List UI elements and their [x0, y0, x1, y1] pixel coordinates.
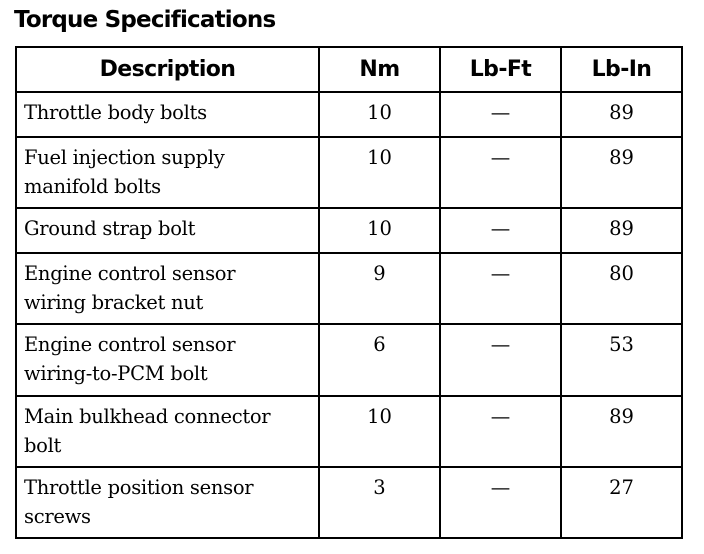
lb-in-cell: 89: [561, 208, 682, 253]
table-row: [16, 137, 682, 208]
nm-cell: 3: [319, 467, 440, 538]
table-row: [16, 396, 682, 467]
lb-in-cell: 27: [561, 467, 682, 538]
column-header-description: Description: [16, 47, 319, 92]
description-line: Ground strap bolt: [24, 217, 196, 240]
description-cell: [16, 208, 319, 253]
description-line: manifold bolts: [24, 175, 161, 198]
description-line: bolt: [24, 434, 62, 457]
column-header-lb-ft: Lb-Ft: [440, 47, 561, 92]
table-row: [16, 467, 682, 538]
column-header-lb-in: Lb-In: [561, 47, 682, 92]
torque-spec-table: [15, 46, 683, 539]
page-title: Torque Specifications: [14, 7, 276, 33]
lb-ft-cell: —: [440, 92, 561, 137]
table-row: [16, 92, 682, 137]
nm-cell: 10: [319, 208, 440, 253]
lb-ft-cell: —: [440, 396, 561, 467]
lb-ft-cell: —: [440, 324, 561, 396]
nm-cell: 10: [319, 137, 440, 208]
description-line: screws: [24, 505, 91, 528]
nm-cell: 6: [319, 324, 440, 396]
lb-in-cell: 53: [561, 324, 682, 396]
lb-in-cell: 89: [561, 137, 682, 208]
table-row: [16, 324, 682, 396]
lb-ft-cell: —: [440, 208, 561, 253]
description-cell: [16, 137, 319, 208]
description-line: wiring bracket nut: [24, 291, 204, 314]
nm-cell: 10: [319, 396, 440, 467]
description-cell: [16, 324, 319, 396]
description-line: Fuel injection supply: [24, 146, 225, 169]
lb-in-cell: 89: [561, 92, 682, 137]
column-header-nm: Nm: [319, 47, 440, 92]
description-line: Engine control sensor: [24, 262, 236, 285]
description-cell: [16, 467, 319, 538]
lb-in-cell: 89: [561, 396, 682, 467]
lb-ft-cell: —: [440, 467, 561, 538]
description-line: wiring-to-PCM bolt: [24, 362, 208, 385]
description-cell: [16, 396, 319, 467]
table-row: [16, 208, 682, 253]
description-line: Throttle body bolts: [24, 101, 207, 124]
table-row: [16, 253, 682, 324]
nm-cell: 9: [319, 253, 440, 324]
lb-in-cell: 80: [561, 253, 682, 324]
header-row: [16, 47, 682, 92]
description-cell: [16, 92, 319, 137]
lb-ft-cell: —: [440, 137, 561, 208]
description-line: Engine control sensor: [24, 333, 236, 356]
description-line: Throttle position sensor: [24, 476, 254, 499]
lb-ft-cell: —: [440, 253, 561, 324]
description-line: Main bulkhead connector: [24, 405, 271, 428]
description-cell: [16, 253, 319, 324]
nm-cell: 10: [319, 92, 440, 137]
